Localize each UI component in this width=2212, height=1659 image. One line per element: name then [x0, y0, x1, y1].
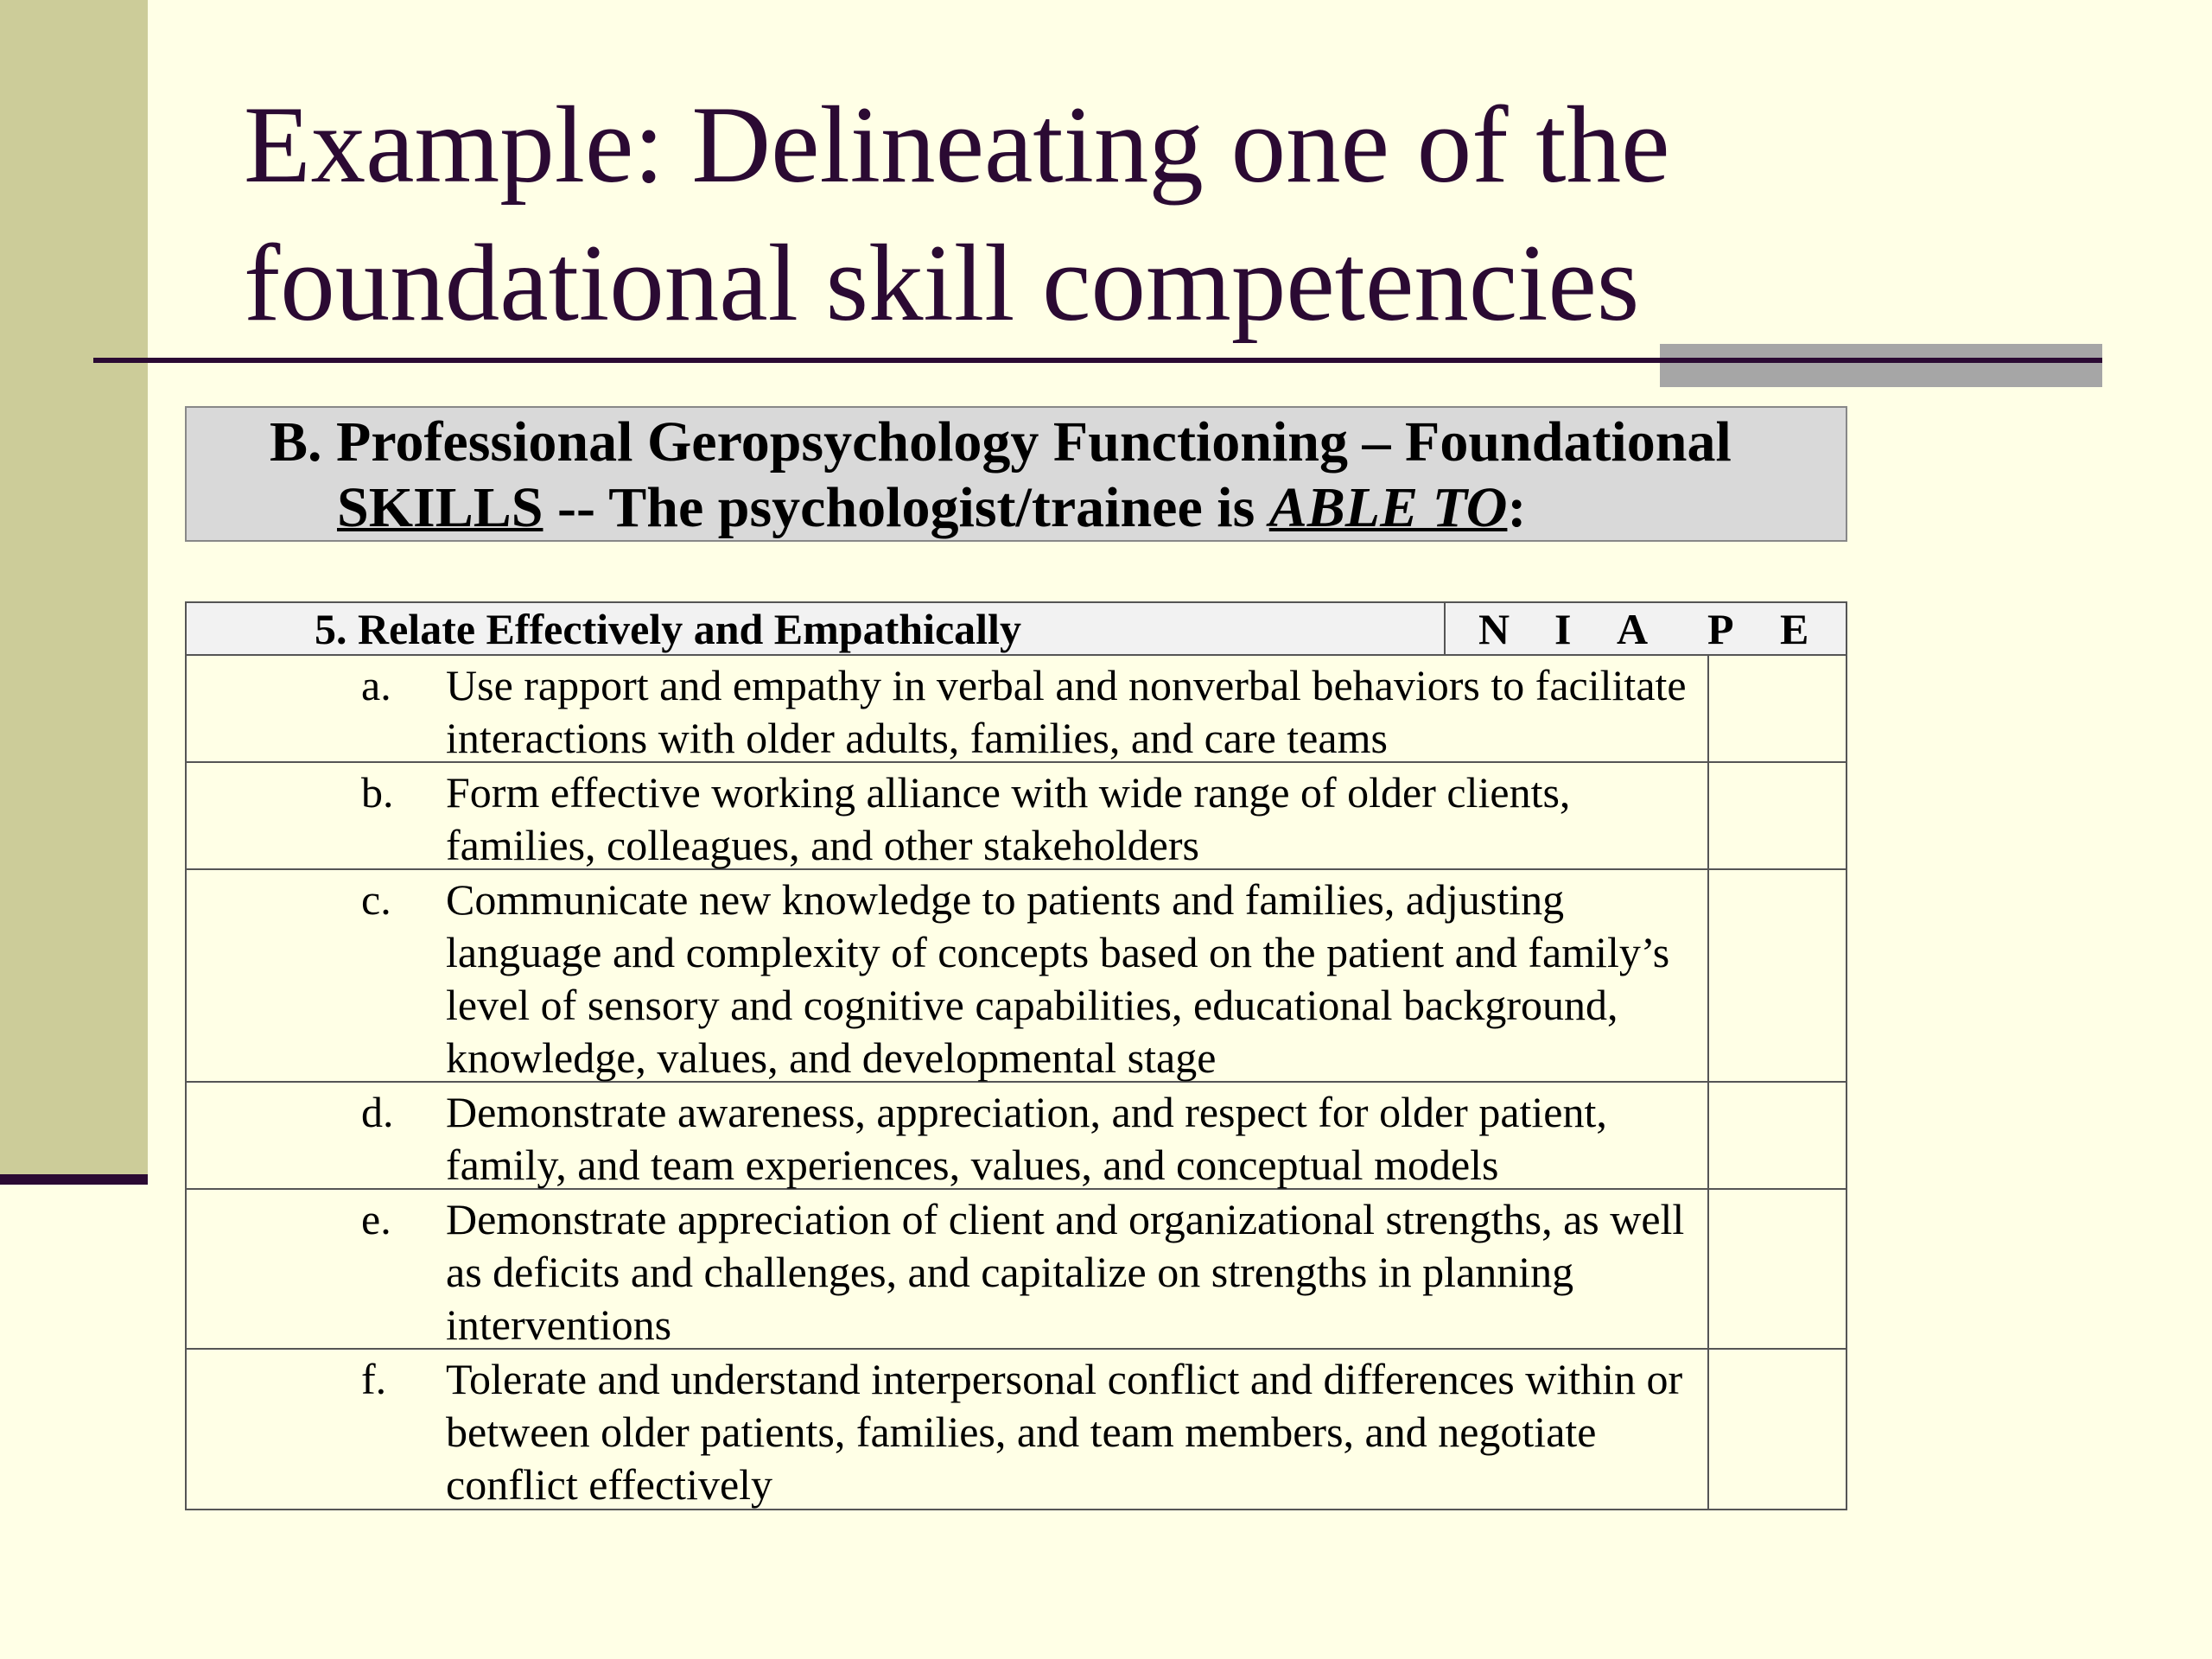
rating-level-n: N [1478, 605, 1510, 653]
row-letter: a. [361, 661, 391, 709]
row-letter: d. [361, 1088, 394, 1136]
rating-level-a: A [1617, 605, 1649, 653]
competency-table [185, 601, 1847, 1510]
section-middle: -- The psychologist/trainee is [543, 476, 1269, 539]
row-letter: e. [361, 1195, 391, 1243]
left-accent-rule [0, 1174, 148, 1185]
left-accent-bar [0, 0, 148, 1179]
able-to-phrase: ABLE TO [1268, 476, 1508, 539]
title-accent-rule [1660, 358, 2102, 363]
table-row [187, 656, 1846, 763]
section-header [185, 406, 1847, 542]
slide-title: Example: Delineating one of the foundational skill competencies [244, 85, 1670, 344]
row-letter: f. [361, 1355, 387, 1403]
row-text: Demonstrate appreciation of client and organizational strengths, as well as deficits and challenges, and capitalize on strengths in planning interventions [446, 1195, 1685, 1349]
table-row [187, 763, 1846, 870]
section-header-line1: B. Professional Geropsychology Functioning – Foundational [270, 410, 1732, 474]
section-suffix: : [1507, 476, 1527, 539]
section-header-line2 [337, 475, 1526, 541]
row-text: Demonstrate awareness, appreciation, and respect for older patient, family, and team experiences, values, and conceptual models [446, 1088, 1607, 1189]
table-row [187, 1190, 1846, 1350]
rating-level-p: P [1707, 605, 1734, 653]
table-header [187, 603, 1846, 656]
row-letter: c. [361, 875, 391, 924]
title-accent-block [1660, 344, 2102, 387]
competency-heading: 5. Relate Effectively and Empathically [315, 605, 1021, 653]
table-row [187, 1083, 1846, 1190]
row-letter: b. [361, 768, 394, 817]
rating-column-divider [1707, 656, 1709, 1510]
header-divider [1444, 603, 1446, 654]
row-text: Use rapport and empathy in verbal and nonverbal behaviors to facilitate interactions with older adults, families, and care teams [446, 661, 1687, 762]
table-row [187, 1350, 1846, 1510]
table-row [187, 870, 1846, 1083]
row-text: Tolerate and understand interpersonal conflict and differences within or between older patients, families, and team members, and negotiate conflict effectively [446, 1355, 1683, 1509]
skills-word: SKILLS [337, 476, 543, 539]
rating-level-i: I [1554, 605, 1572, 653]
row-text: Form effective working alliance with wide range of older clients, families, colleagues, and other stakeholders [446, 768, 1571, 869]
rating-level-e: E [1780, 605, 1809, 653]
row-text: Communicate new knowledge to patients and families, adjusting language and complexity of concepts based on the patient and family’s level of sensory and cognitive capabilities, educational background, knowledge, values, and developmental stage [446, 875, 1670, 1082]
